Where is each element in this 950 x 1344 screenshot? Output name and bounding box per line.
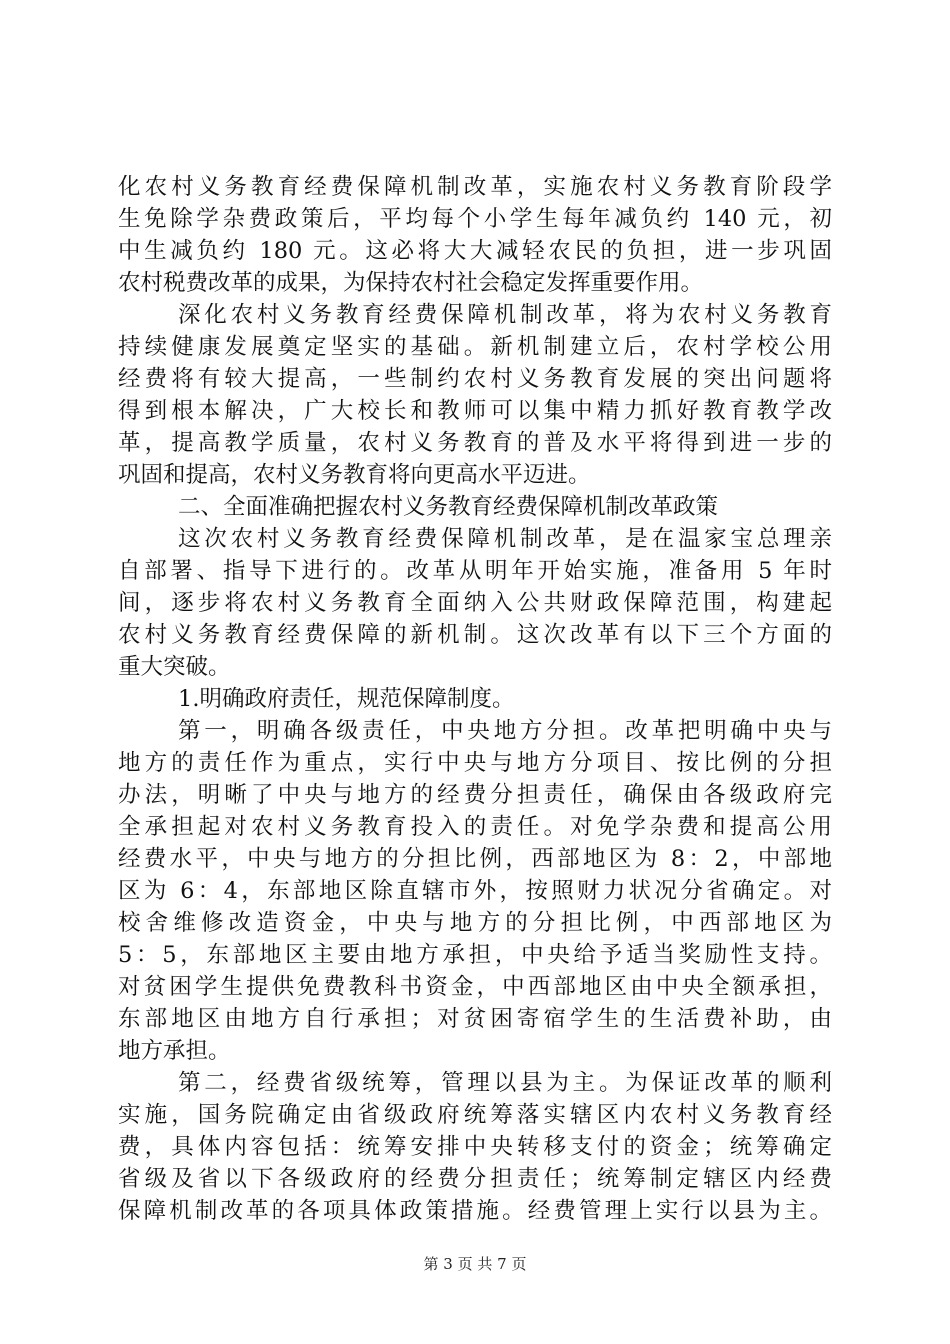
text-line: 地方承担。 <box>118 1038 231 1064</box>
text-line: 中生减负约 180 元。这必将大大减轻农民的负担，进一步巩固 <box>118 238 832 264</box>
text-line: 办法，明晰了中央与地方的经费分担责任，确保由各级政府完 <box>118 782 832 808</box>
text-line: 深化农村义务教育经费保障机制改革，将为农村义务教育 <box>178 302 832 328</box>
text-line: 经费将有较大提高，一些制约农村义务教育发展的突出问题将 <box>118 366 832 392</box>
text-line: 自部署、指导下进行的。改革从明年开始实施，准备用 5 年时 <box>118 558 832 584</box>
document-body <box>118 171 832 1227</box>
text-line: 经费水平，中央与地方的分担比例，西部地区为 8：2，中部地 <box>118 846 832 872</box>
page-footer: 第 3 页 共 7 页 <box>423 1255 527 1273</box>
text-line: 第一，明确各级责任，中央地方分担。改革把明确中央与 <box>178 718 832 744</box>
text-line: 5：5，东部地区主要由地方承担，中央给予适当奖励性支持。 <box>118 942 832 968</box>
text-line: 实施，国务院确定由省级政府统筹落实辖区内农村义务教育经 <box>118 1102 832 1128</box>
text-line: 地方的责任作为重点，实行中央与地方分项目、按比例的分担 <box>118 750 832 776</box>
text-line: 二、全面准确把握农村义务教育经费保障机制改革政策 <box>178 494 719 520</box>
text-line: 生免除学杂费政策后，平均每个小学生每年减负约 140 元，初 <box>118 206 832 232</box>
text-line: 这次农村义务教育经费保障机制改革，是在温家宝总理亲 <box>178 526 832 552</box>
text-line: 省级及省以下各级政府的经费分担责任；统筹制定辖区内经费 <box>118 1166 832 1192</box>
text-line: 得到根本解决，广大校长和教师可以集中精力抓好教育教学改 <box>118 398 832 424</box>
text-line: 第二，经费省级统筹，管理以县为主。为保证改革的顺利 <box>178 1070 832 1096</box>
text-line: 1.明确政府责任，规范保障制度。 <box>178 686 515 712</box>
text-line: 费，具体内容包括：统筹安排中央转移支付的资金；统筹确定 <box>118 1134 832 1160</box>
text-line: 全承担起对农村义务教育投入的责任。对免学杂费和提高公用 <box>118 814 832 840</box>
text-line: 东部地区由地方自行承担；对贫困寄宿学生的生活费补助，由 <box>118 1006 832 1032</box>
text-line: 对贫困学生提供免费教科书资金，中西部地区由中央全额承担， <box>118 974 832 1000</box>
text-line: 间，逐步将农村义务教育全面纳入公共财政保障范围，构建起 <box>118 590 832 616</box>
text-line: 巩固和提高，农村义务教育将向更高水平迈进。 <box>118 462 591 488</box>
text-line: 保障机制改革的各项具体政策措施。经费管理上实行以县为主。 <box>118 1198 832 1224</box>
text-line: 革，提高教学质量，农村义务教育的普及水平将得到进一步的 <box>118 430 832 456</box>
text-line: 农村义务教育经费保障的新机制。这次改革有以下三个方面的 <box>118 622 832 648</box>
text-line: 区为 6：4，东部地区除直辖市外，按照财力状况分省确定。对 <box>118 878 832 904</box>
text-line: 农村税费改革的成果，为保持农村社会稳定发挥重要作用。 <box>118 270 704 296</box>
text-line: 化农村义务教育经费保障机制改革，实施农村义务教育阶段学 <box>118 174 832 200</box>
text-line: 持续健康发展奠定坚实的基础。新机制建立后，农村学校公用 <box>118 334 832 360</box>
text-line: 重大突破。 <box>118 654 231 680</box>
text-line: 校舍维修改造资金，中央与地方的分担比例，中西部地区为 <box>118 910 832 936</box>
